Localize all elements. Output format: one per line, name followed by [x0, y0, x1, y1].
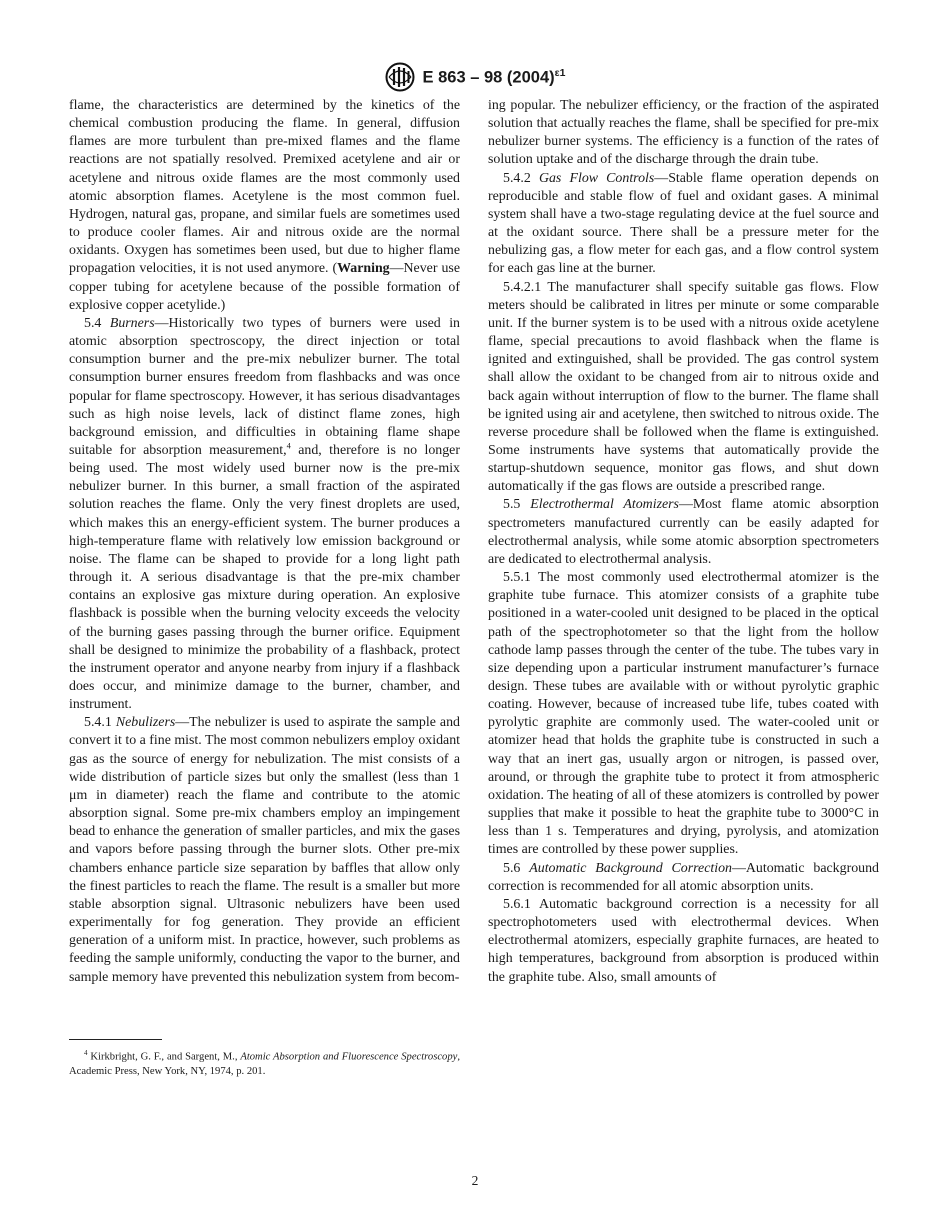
footnote-divider [69, 1039, 162, 1040]
section-title: Electrothermal Atomizers [530, 497, 679, 513]
section-5-4-burners: 5.4 Burners—Historically two types of burners were used in atomic absorption spectroscopy, the direct injection or total consumption burner and the pre-mix nebulizer burner. The total consumption burner ensures freedom from flashbacks and was once popular for flame spectroscopy. However, it has serious disadvantages such as high noise levels, lack of distinct flame zones, high background emission, and difficulties in obtaining flame shape suitable for absorption measurement,$^4$ and, therefore is no longer being used. The most widely used burner now is the pre-mix nebulizer burner. In this burner, a small fraction of the aspirated solution reaches the flame. Only the very finest droplets are used, which makes this an energy-efficient system. The burner produces a high-temperature flame with relatively low emission background or noise. The flame can be shaped to provide for a long light path through it. A serious disadvantage is that the pre-mix chamber contains an explosive gas mixture during operation. An explosive flashback is possible when the burning velocity exceeds the velocity of the burning gases passing through the burner orifice. Equipment shall be designed to minimize the probability of a flashback, protect the instrument operator and anyone nearby from injury if a flashback does occur, and minimize damage to the burner, chamber, and instrument. [69, 315, 461, 713]
section-5-5-electrothermal: 5.5 Electrothermal Atomizers—Most flame atomic absorption spectrometers manufactured currently can be easily adapted for electrothermal analysis, while some atomic absorption spectrometers are dedicated to electrothermal analysis. [488, 497, 879, 567]
section-5-4-1-nebulizers: 5.4.1 Nebulizers—The nebulizer is used to aspirate the sample and convert it to a fine mist. The most common nebulizers employ oxidant gas as the source of energy for nebulization. The mist consists of a wide distribution of particle sizes but only the smallest (less than 1 μm in diameter) reach the flame and contribute to the atomic absorption signal. Some pre-mix chambers employ an impingement bead to enhance the generation of smaller particles, and mix the gases and vapors before passing through the burner slots. Other pre-mix chambers enhance particle size separation by baffles that allow only the finest particles to reach the flame. The result is a smaller but more stable absorption signal. Ultrasonic nebulizers have been used experimentally for fog generation. They provide an efficient generation of a uniform mist. In practice, however, such problems as feeding the sample uniformly, conducting the vapor to the burner, and sample memory have prevented this nebulization system from becom- [69, 715, 460, 985]
footnote: $^4$ Kirkbright, G. F., and Sargent, M., Atomic Absorption and Fluorescence Spectroscopy, Academic Press, New York, NY, 1974, p. 201. [69, 1049, 460, 1077]
standard-designation: E 863 – 98 $(2004)^{\varepsilon 1}$ [422, 66, 566, 87]
section-5-4-2-1: 5.4.2.1 The manufacturer shall specify suitable gas flows. Flow meters should be calibrated in litres per minute or some comparable unit. If the burner system is to be used with a nitrous oxide acetylene flame, special precautions to avoid flashback when the flame is ignited and extinguished, shall be provided. The gas control system shall allow the oxidant to be changed from air to nitrous oxide and back again without interruption of flow to the burner. The flame shall be ignited using air and acetylene, then switched to nitrous oxide. The reverse procedure shall be followed when the flame is extinguished. Some instruments have systems that automatically provide the startup-shutdown sequence, monitor gas flows, and shut down automatically if the gas flows are outside a prescribed range. [488, 279, 879, 495]
paragraph-flame-cont: flame, the characteristics are determined by the kinetics of the chemical combustion producing the flame. In general, diffusion flames are more turbulent than pre-mixed flames and the flame reactions are not spatially resolved. Premixed acetylene and air or acetylene and nitrous oxide flames are the most commonly used atomic absorption flames. Acetylene is the most common fuel. Hydrogen, natural gas, propane, and similar fuels are sometimes used to produce cooler flames. Air and nitrous oxide are the normal oxidants. Oxygen has sometimes been used, but due to higher flame propagation velocities, it is not used anymore. (Warning—Never use copper tubing for acetylene because of the possible formation of explosive copper acetylide.) [69, 98, 460, 313]
section-5-6-background-correction: 5.6 Automatic Background Correction—Automatic background correction is recommended for all atomic absorption units. [488, 860, 879, 894]
section-5-4-2-gas-flow: 5.4.2 Gas Flow Controls—Stable flame operation depends on reproducible and stable flow of fuel and oxidant gases. A minimal system shall have a two-stage regulating device at the fuel source and at the oxidant source. There shall be a pressure meter for the nebulizing gas, a flow meter for each gas, and a flow control system for each gas line at the burner. [488, 170, 879, 277]
right-column [488, 97, 879, 987]
section-title: Automatic Background Correction [529, 860, 732, 876]
section-5-6-1: 5.6.1 Automatic background correction is a necessity for all spectrophotometers used with electrothermal devices. When electrothermal atomizers, especially graphite furnaces, are heated to high temperatures, background from absorption is produced within the graphite tube. Also, small amounts of [488, 896, 879, 985]
section-title: Gas Flow Controls [538, 170, 655, 186]
astm-logo-icon [385, 62, 415, 92]
paragraph-nebulizer-cont: ing popular. The nebulizer efficiency, or the fraction of the aspirated solution that actually reaches the flame, shall be specified for pre-mix nebulizer burner systems. The efficiency is a function of the rates of solution uptake and of the discharge through the drain tube. [488, 98, 879, 168]
epsilon-superscript: ε1 [554, 66, 566, 79]
left-column [69, 97, 460, 987]
page-header [0, 62, 950, 97]
warning-label: Warning [337, 261, 390, 277]
footnote-book-title: Atomic Absorption and Fluorescence Spectroscopy [240, 1051, 458, 1063]
footnote-ref[interactable]: 4 [286, 440, 291, 451]
section-title: Burners [109, 315, 155, 331]
footnote-number: 4 [84, 1049, 88, 1057]
section-5-5-1: 5.5.1 The most commonly used electrothermal atomizer is the graphite tube furnace. This atomizer consists of a graphite tube positioned in a water-cooled unit designed to be placed in the optical path of the spectrophotometer so that the light from the hollow cathode lamp passes through the center of the tube. The tubes vary in size depending upon a particular instrument manufacturer’s furnace design. These tubes are available with or without pyrolytic graphic coating. However, because of increased tube life, tubes coated with pyrolytic graphite are commonly used. The water-cooled unit or atomizer head that holds the graphite tube is constructed in such a way that an inert gas, usually argon or nitrogen, is passed over, around, or through the graphite tube to protect it from atmospheric oxidation. The heating of all of these atomizers is controlled by power supplies that make it possible to heat the graphite tube to 3000°C in less than 1 s. Temperatures and drying, pyrolysis, and atomization times are controlled by these power supplies. [488, 570, 879, 858]
section-title: Nebulizers [115, 715, 176, 731]
page-number: 2 [471, 1173, 479, 1188]
